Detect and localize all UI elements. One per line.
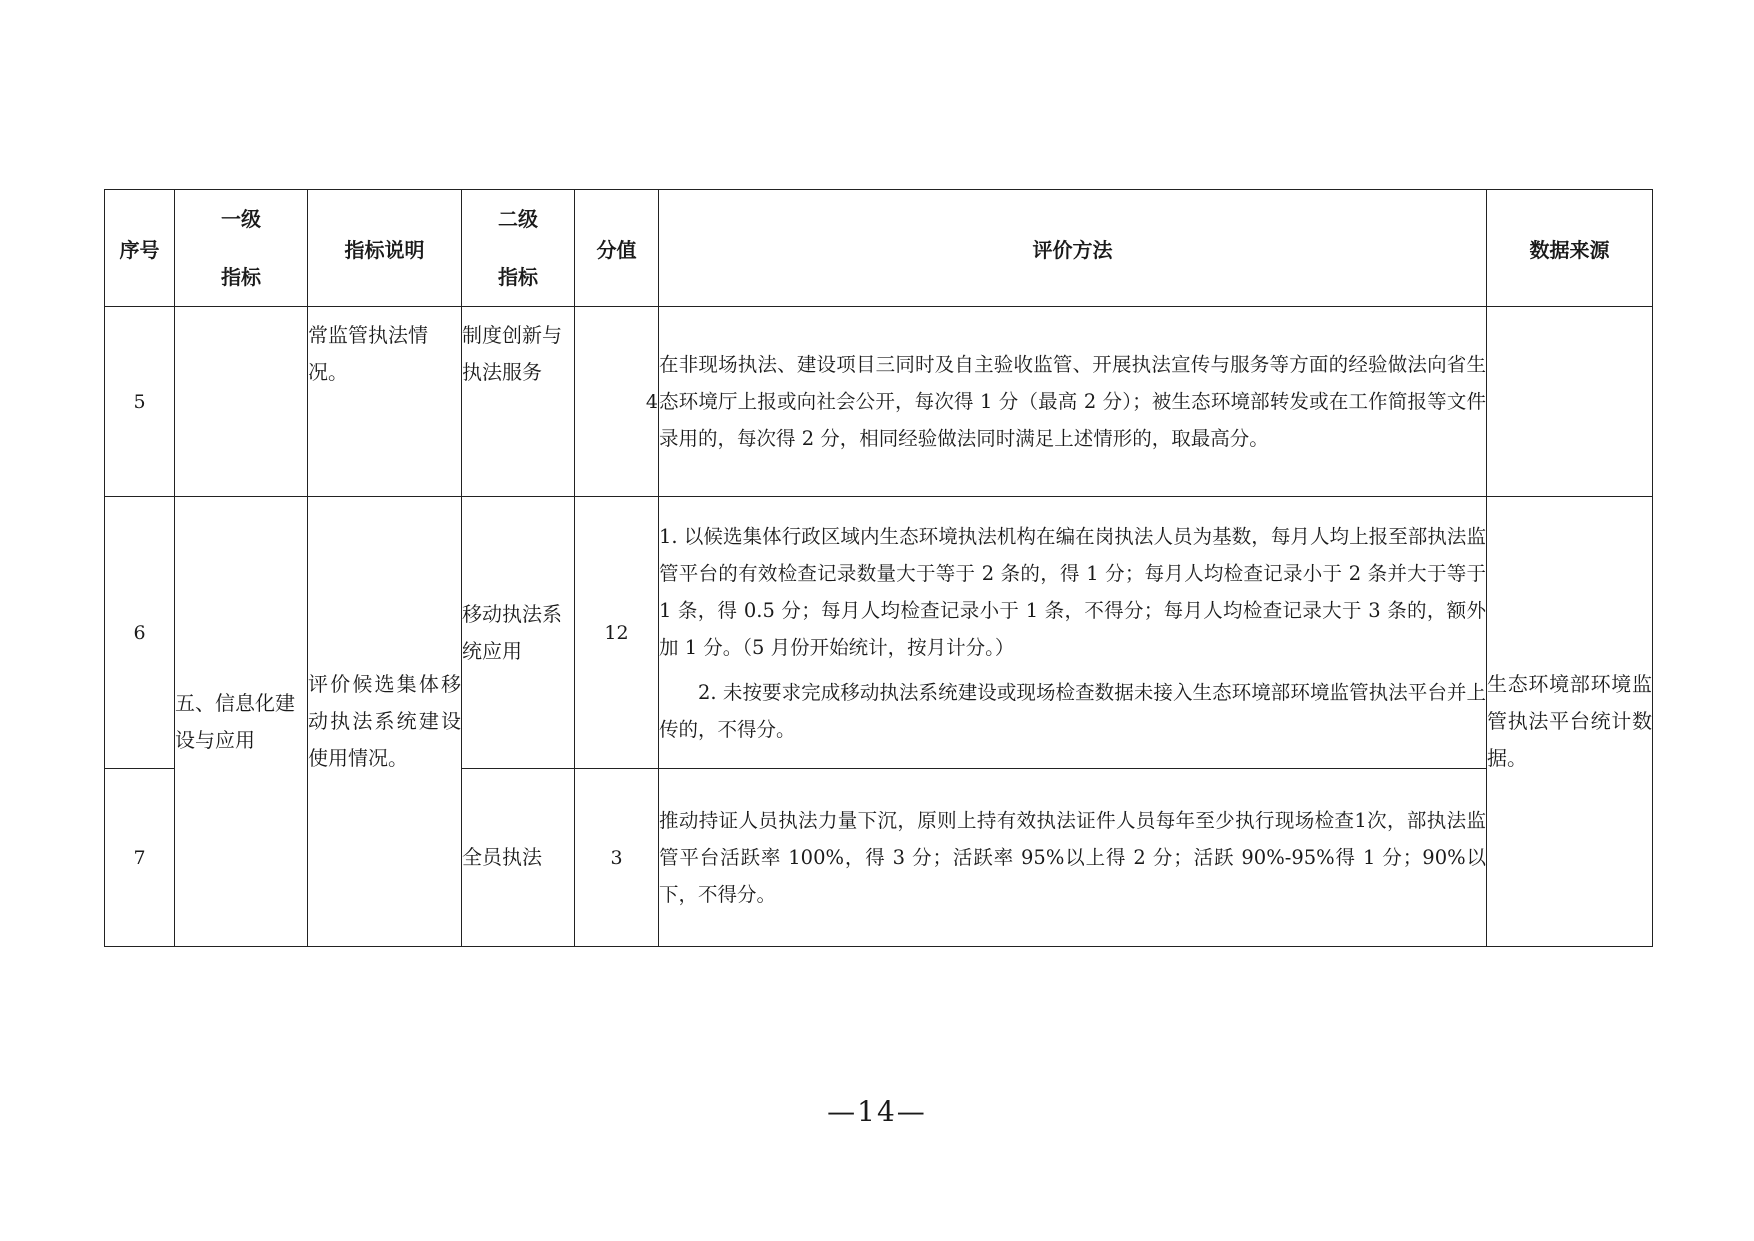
header-level2-line2: 指标 <box>498 265 538 289</box>
row6-level2: 移动执法系统应用 <box>462 497 575 769</box>
group-level1: 五、信息化建设与应用 <box>175 497 308 947</box>
header-description: 指标说明 <box>308 190 462 307</box>
row7-index: 7 <box>105 769 175 947</box>
row6-method-p2: 2. 未按要求完成移动执法系统建设或现场检查数据未接入生态环境部环境监管执法平台并上传的，不得分。 <box>659 680 1486 741</box>
row5-level1 <box>175 307 308 497</box>
header-level1-line2: 指标 <box>221 265 261 289</box>
row6-index: 6 <box>105 497 175 769</box>
row5-score: 4 <box>575 307 659 497</box>
header-level2-line1: 二级 <box>498 207 538 231</box>
row7-method <box>659 769 1487 947</box>
header-index: 序号 <box>105 190 175 307</box>
header-level1 <box>175 190 308 307</box>
evaluation-table <box>104 189 1653 947</box>
header-level2 <box>462 190 575 307</box>
header-source: 数据来源 <box>1487 190 1653 307</box>
row5-description: 常监管执法情况。 <box>308 307 462 497</box>
row6-method <box>659 497 1487 769</box>
row7-method-text: 推动持证人员执法力量下沉，原则上持有效执法证件人员每年至少执行现场检查1次，部执法监管平台活跃率 100%，得 3 分；活跃率 95%以上得 2 分；活跃 90%-95%得 1 分；90%以下，不得分。 <box>659 809 1486 906</box>
header-level1-line1: 一级 <box>221 207 261 231</box>
row7-score: 3 <box>575 769 659 947</box>
row6-method-p1: 1. 以候选集体行政区域内生态环境执法机构在编在岗执法人员为基数，每月人均上报至部执法监管平台的有效检查记录数量大于等于 2 条的，得 1 分；每月人均检查记录小于 2 条并大于等于 1 条，得 0.5 分；每月人均检查记录小于 1 条，不得分；每月人均检查记录大于 3 条的，额外加 1 分。（5 月份开始统计，按月计分。） <box>659 524 1486 659</box>
row5-index: 5 <box>105 307 175 497</box>
row5-level2: 制度创新与执法服务 <box>462 307 575 497</box>
header-method: 评价方法 <box>659 190 1487 307</box>
table-row-6 <box>105 497 1653 769</box>
group-description: 评价候选集体移动执法系统建设使用情况。 <box>308 497 462 947</box>
row6-score: 12 <box>575 497 659 769</box>
row7-level2: 全员执法 <box>462 769 575 947</box>
header-row <box>105 190 1653 307</box>
header-score: 分值 <box>575 190 659 307</box>
row5-method-text: 在非现场执法、建设项目三同时及自主验收监管、开展执法宣传与服务等方面的经验做法向省生态环境厅上报或向社会公开，每次得 1 分（最高 2 分）；被生态环境部转发或在工作简报等文件录用的，每次得 2 分，相同经验做法同时满足上述情形的，取最高分。 <box>659 353 1486 450</box>
table-row-5 <box>105 307 1653 497</box>
page-number: —14— <box>827 1095 927 1128</box>
row5-method <box>659 307 1487 497</box>
row5-source <box>1487 307 1653 497</box>
group-source: 生态环境部环境监管执法平台统计数据。 <box>1487 497 1653 947</box>
